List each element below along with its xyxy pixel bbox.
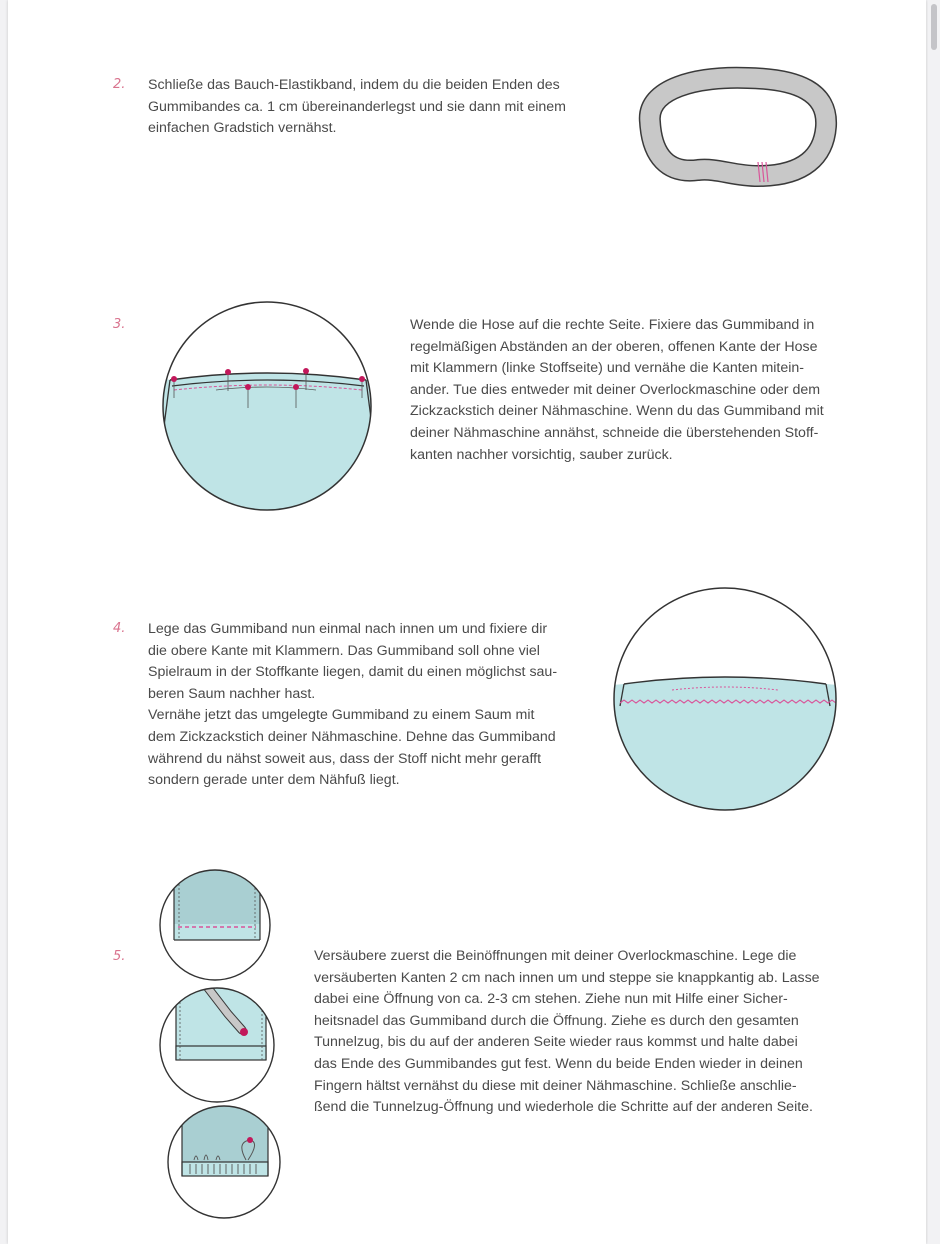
vertical-scrollbar[interactable] bbox=[928, 0, 940, 1244]
waistband-zigzag-icon bbox=[612, 586, 838, 812]
document-page bbox=[8, 0, 926, 1244]
step-2-text: Schließe das Bauch-Elastikband, indem du die beiden Enden des Gummibandes ca. 1 cm übereinanderlegst und sie dann mit einem einfachen Gradstich vernähst. bbox=[148, 77, 566, 137]
step-3-text: Wende die Hose auf die rechte Seite. Fixiere das Gummiband in regelmäßigen Abständen an der oberen, offenen Kante der Hose mit Klammern (linke Stoffseite) und vernähe die Kanten mitein- ander. Tue dies entweder mit deiner Overlockmaschine oder dem Zickzackstich deiner Nähmaschine. Wenn du das Gummiband mit deiner Nähmaschine annähst, schneide die überstehenden Stoff- kanten nachher vorsichtig, sauber zurück. bbox=[410, 317, 824, 463]
step-3-number: 3. bbox=[113, 317, 126, 332]
elastic-loop-icon bbox=[638, 70, 838, 186]
scrollbar-thumb[interactable] bbox=[931, 4, 937, 50]
step-4-number: 4. bbox=[113, 621, 126, 636]
step-4-text: Lege das Gummiband nun einmal nach innen um und fixiere dir die obere Kante mit Klammern. Das Gummiband soll ohne viel Spielraum in der Stoffkante liegen, damit du einen möglichst sau- beren Saum nachher hast. Vernähe jetzt das umgelegte Gummiband zu einem Saum mit dem Zickzackstich deiner Nähmaschine. Dehne das Gummiband während du nähst soweit aus, dass der Stoff nicht mehr gerafft sondern gerade unter dem Nähfuß liegt. bbox=[148, 621, 558, 789]
leg-hem-icon bbox=[158, 868, 272, 982]
gathered-hem-icon bbox=[164, 1104, 284, 1220]
step-5-number: 5. bbox=[113, 949, 126, 964]
step-2-number: 2. bbox=[113, 77, 126, 92]
safety-pin-icon bbox=[158, 986, 276, 1104]
step-5-text: Versäubere zuerst die Beinöffnungen mit deiner Overlockmaschine. Lege die versäuberten Kanten 2 cm nach innen um und steppe sie knappkantig ab. Lasse dabei eine Öffnung von ca. 2-3 cm stehen. Ziehe nun mit Hilfe einer Sicher- heitsnadel das Gummiband durch die Öffnung. Ziehe es durch den gesamten Tunnelzug, bis du auf der anderen Seite wieder raus kommst und halte dabei das Ende des Gummibandes gut fest. Wenn du beide Enden wieder in deinen Fingern hältst vernähst du diese mit deiner Nähmaschine. Schließe anschlie- ßend die Tunnelzug-Öffnung und wiederhole die Schritte auf der anderen Seite. bbox=[314, 948, 820, 1116]
waistband-pinned-icon bbox=[156, 300, 378, 512]
